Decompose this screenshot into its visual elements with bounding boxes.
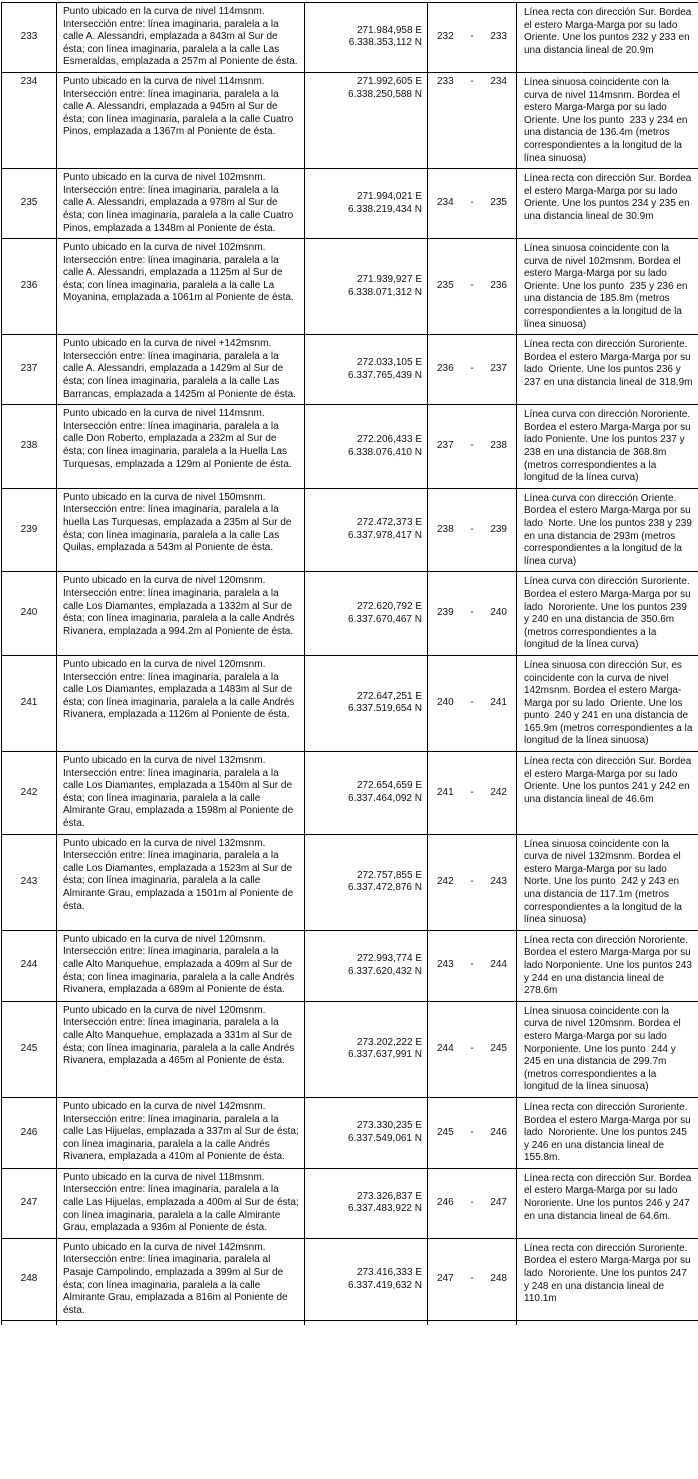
segment-line (437, 876, 507, 889)
point-coordinates (305, 931, 428, 1001)
point-description: Punto ubicado en la curva de nivel 102msnm. Intersección entre: línea imaginaria, paralela a la calle A. Alessandri, emplazada a 978m al Sur de ésta; con línea imaginaria, paralela a la calle Cuatro Pinos, emplazada a 1348m al Poniente de ésta. (57, 169, 305, 238)
point-coordinates (305, 239, 428, 334)
segment-from: 235 (437, 280, 454, 292)
segment-line (437, 440, 507, 453)
segment-to: 247 (490, 1197, 507, 1209)
line-description: Línea recta con dirección Sur. Bordea el estero Marga-Marga por su lado Nororiente. Une los puntos 246 y 247 en una distancia lineal de 64.6m. (524, 1172, 695, 1222)
point-number: 242 (2, 752, 57, 834)
point-coordinates (305, 3, 428, 72)
line-description: Línea curva con dirección Nororiente. Bordea el estero Marga-Marga por su lado Poniente. Une los puntos 237 y 238 en una distancia de 368.8m (metros correspondientes a la longitud de la línea curva) (524, 409, 694, 484)
point-description: Punto ubicado en la curva de nivel 150msnm. Intersección entre: línea imaginaria, paralela a la huella Las Turquesas, emplazada a 235m al Sur de ésta; con línea imaginaria, paralela a la calle Las Quilas, emplazada a 543m al Poniente de ésta. (57, 489, 305, 572)
point-description: Punto ubicado en la curva de nivel 142msnm. Intersección entre: línea imaginaria, paralela a la calle Las Hijuelas, emplazada a 337m al Sur de ésta; con línea imaginaria, paralela a la calle Andrés Rivanera, emplazada a 410m al Poniente de ésta. (57, 1098, 305, 1168)
table-row (2, 1098, 698, 1169)
segment-line (437, 1273, 507, 1286)
segment-from: 238 (437, 523, 454, 535)
line-description: Línea recta con dirección Suroriente. Bordea el estero Marga-Marga por su lado Nororiente. Une los puntos 247 y 248 en una distancia lineal de 110.1m (524, 1242, 694, 1305)
segment-cell (428, 405, 517, 488)
segment-cell (428, 656, 517, 751)
point-number: 237 (2, 335, 57, 404)
table-row (2, 572, 698, 656)
coordinate-north: 6.337.464,092 N (348, 792, 422, 804)
coordinate-north: 6.337.620,432 N (348, 965, 422, 977)
point-number: 233 (2, 3, 57, 72)
next-row-sliver (1, 1321, 698, 1325)
segment-cell (428, 931, 517, 1001)
point-coordinates (305, 1239, 428, 1321)
line-description: Línea recta con dirección Sur. Bordea el estero Marga-Marga por su lado Oriente. Une los puntos 234 y 235 en una distancia lineal de 30.9m (524, 173, 695, 222)
coordinate-north: 6.338.250,588 N (348, 88, 422, 100)
segment-to: 245 (490, 1043, 507, 1055)
point-coordinates (305, 752, 428, 834)
coordinate-east: 271.939,927 E (356, 274, 422, 286)
coordinate-north: 6.337.765,439 N (348, 369, 422, 381)
coordinate-east: 271.994,021 E (356, 191, 422, 203)
segment-from: 232 (437, 31, 454, 43)
point-coordinates (305, 656, 428, 751)
line-description: Línea sinuosa con dirección Sur, es coincidente con la curva de nivel 142msnm. Bordea el estero Marga-Marga por su lado Oriente. Une los punto 240 y 241 en una distancia de 165.9m (metros correspondientes a la longitud de la línea sinuosa) (524, 659, 696, 747)
segment-to: 240 (490, 607, 507, 619)
table-row (2, 169, 698, 239)
table-row (2, 3, 698, 73)
coordinate-east: 273.202,222 E (356, 1036, 422, 1048)
segment-to: 242 (490, 786, 507, 798)
point-description: Punto ubicado en la curva de nivel 132msnm. Intersección entre: línea imaginaria, paralela a la calle Los Diamantes, emplazada a 1540m al Sur de ésta; con línea imaginaria, paralela a la calle Almirante Grau, emplazada a 1598m al Poniente de ésta. (57, 752, 305, 834)
table-row (2, 335, 698, 405)
point-coordinates (305, 335, 428, 404)
point-coordinates (305, 489, 428, 572)
point-description: Punto ubicado en la curva de nivel 120msnm. Intersección entre: línea imaginaria, paralela a la calle Los Diamantes, emplazada a 1483m al Sur de ésta; con línea imaginaria, paralela a la calle Andrés Rivanera, emplazada a 1126m al Poniente de ésta. (57, 656, 305, 751)
segment-dash: - (470, 523, 474, 535)
sliver-cell (57, 1321, 305, 1325)
segment-dash: - (470, 959, 474, 971)
coordinate-north: 6.337.472,876 N (348, 882, 422, 894)
segment-line (437, 1127, 507, 1140)
coordinate-east: 272.757,855 E (356, 869, 422, 881)
segment-dash: - (470, 697, 474, 709)
coordinate-north: 6.337.419,632 N (348, 1279, 422, 1291)
point-description: Punto ubicado en la curva de nivel 120msnm. Intersección entre: línea imaginaria, paralela a la calle Alto Manquehue, emplazada a 331m al Sur de ésta; con línea imaginaria, paralela a la calle Andrés Rivanera, emplazada a 465m al Poniente de ésta. (57, 1002, 305, 1097)
segment-from: 240 (437, 697, 454, 709)
segment-line (437, 697, 507, 710)
coordinate-north: 6.338.219,434 N (348, 203, 422, 215)
line-description: Línea curva con dirección Suroriente. Bordea el estero Marga-Marga por su lado Nororiente. Une los puntos 239 y 240 en una distancia de 350.6m (metros correspondientes a la longitud de la línea curva) (524, 576, 694, 651)
segment-to: 241 (490, 697, 507, 709)
segment-from: 247 (437, 1273, 454, 1285)
point-description: Punto ubicado en la curva de nivel 120msnm. Intersección entre: línea imaginaria, paralela a la calle Alto Manquehue, emplazada a 409m al Sur de ésta; con línea imaginaria, paralela a la calle Andrés Rivanera, emplazada a 689m al Poniente de ésta. (57, 931, 305, 1001)
segment-line (437, 280, 507, 293)
segment-to: 236 (490, 280, 507, 292)
coordinate-east: 273.326,837 E (356, 1190, 422, 1202)
coordinate-east: 272.620,792 E (356, 601, 422, 613)
table-row (2, 752, 698, 835)
segment-cell (428, 239, 517, 334)
sliver-cell (2, 1321, 57, 1325)
point-description: Punto ubicado en la curva de nivel +142msnm. Intersección entre: línea imaginaria, paralela a la calle A. Alessandri, emplazada a 1429m al Sur de ésta; con línea imaginaria, paralela a la calle Las Barrancas, emplazada a 1425m al Poniente de ésta. (57, 335, 305, 404)
point-number: 241 (2, 656, 57, 751)
point-number: 244 (2, 931, 57, 1001)
segment-cell (428, 835, 517, 930)
coordinate-east: 271.984,958 E (356, 24, 422, 36)
coordinate-east: 272.647,251 E (356, 690, 422, 702)
line-description: Línea sinuosa coincidente con la curva de nivel 102msnm. Bordea el estero Marga-Marga por su lado Oriente. Une los punto 235 y 236 en una distancia de 185.8m (metros correspondientes a la longitud de la línea sinuosa) (524, 243, 691, 330)
coordinate-east: 273.416,333 E (356, 1267, 422, 1279)
coordinate-north: 6.338.071,312 N (348, 286, 422, 298)
coordinate-east: 273.330,235 E (356, 1120, 422, 1132)
segment-dash: - (470, 1197, 474, 1209)
coordinate-east: 272.654,659 E (356, 780, 422, 792)
coordinate-north: 6.337.549,061 N (348, 1132, 422, 1144)
line-description: Línea sinuosa coincidente con la curva de nivel 114msnm. Bordea el estero Marga-Marga por su lado Oriente. Une los punto 233 y 234 en una distancia de 136.4m (metros correspondientes a la longitud de la línea sinuosa) (524, 76, 691, 164)
segment-line (437, 76, 507, 89)
point-number: 240 (2, 572, 57, 655)
point-description: Punto ubicado en la curva de nivel 114msnm. Intersección entre: línea imaginaria, paralela a la calle Don Roberto, emplazada a 232m al Sur de ésta; con línea imaginaria, paralela a la Huella Las Turquesas, emplazada a 129m al Poniente de ésta. (57, 405, 305, 488)
sliver-cell (517, 1321, 698, 1325)
point-description: Punto ubicado en la curva de nivel 142msnm. Intersección entre: línea imaginaria, paralela al Pasaje Campolindo, emplazada a 399m al Sur de ésta; con línea imaginaria, paralela a la calle Almirante Grau, emplazada a 816m al Poniente de ésta. (57, 1239, 305, 1321)
coordinate-north: 6.337.978,417 N (348, 530, 422, 542)
point-coordinates (305, 572, 428, 655)
point-number: 245 (2, 1002, 57, 1097)
line-description: Línea curva con dirección Oriente. Bordea el estero Marga-Marga por su lado Norte. Une los puntos 238 y 239 en una distancia de 293m (metros correspondientes a la longitud de la línea curva) (524, 492, 695, 567)
line-description: Línea recta con dirección Suroriente. Bordea el estero Marga-Marga por su lado Nororiente. Une los puntos 245 y 246 en una distancia lineal de 155.8m. (524, 1101, 694, 1164)
segment-line (437, 197, 507, 210)
line-description: Línea sinuosa coincidente con la curva de nivel 132msnm. Bordea el estero Marga-Marga por su lado Norte. Une los punto 242 y 243 en una distancia de 117.1m (metros correspondientes a la longitud de la línea sinuosa) (524, 838, 685, 926)
segment-from: 236 (437, 363, 454, 375)
point-coordinates (305, 1002, 428, 1097)
segment-to: 233 (490, 31, 507, 43)
segment-line (437, 363, 507, 376)
segment-line (437, 1043, 507, 1056)
segment-cell (428, 169, 517, 238)
table-row (2, 1239, 698, 1322)
segment-dash: - (470, 197, 474, 209)
point-number: 247 (2, 1169, 57, 1238)
point-number: 243 (2, 835, 57, 930)
segment-cell (428, 1169, 517, 1238)
segment-line (437, 1197, 507, 1210)
point-description: Punto ubicado en la curva de nivel 118msnm. Intersección entre: línea imaginaria, paralela a la calle Las Hijuelas, emplazada a 400m al Sur de ésta; con línea imaginaria, paralela a la calle Almirante Grau, emplazada a 936m al Poniente de ésta. (57, 1169, 305, 1238)
segment-dash: - (470, 440, 474, 452)
sliver-cell (305, 1321, 428, 1325)
segment-from: 241 (437, 786, 454, 798)
segment-to: 243 (490, 875, 507, 887)
segment-dash: - (470, 75, 474, 87)
coordinate-north: 6.337.637,991 N (348, 1049, 422, 1061)
point-number: 236 (2, 239, 57, 334)
segment-to: 237 (490, 363, 507, 375)
table-row (2, 1169, 698, 1239)
line-description: Línea recta con dirección Nororiente. Bordea el estero Marga-Marga por su lado Norponiente. Une los puntos 243 y 244 en una distancia lineal de 278.6m (524, 934, 695, 997)
line-description: Línea recta con dirección Suroriente. Bordea el estero Marga-Marga por su lado Oriente. Une los puntos 236 y 237 en una distancia lineal de 318.9m (524, 339, 694, 389)
segment-to: 244 (490, 959, 507, 971)
point-description: Punto ubicado en la curva de nivel 120msnm. Intersección entre: línea imaginaria, paralela a la calle Los Diamantes, emplazada a 1332m al Sur de ésta; con línea imaginaria, paralela a la calle Andrés Rivanera, emplazada a 994.2m al Poniente de ésta. (57, 572, 305, 655)
segment-cell (428, 335, 517, 404)
point-coordinates (305, 169, 428, 238)
point-coordinates (305, 405, 428, 488)
line-description: Línea recta con dirección Sur. Bordea el estero Marga-Marga por su lado Oriente. Une los puntos 241 y 242 en una distancia lineal de 46.6m (524, 756, 695, 805)
points-table (1, 2, 698, 1321)
coordinate-east: 272.993,774 E (356, 953, 422, 965)
segment-to: 246 (490, 1126, 507, 1138)
coordinate-east: 272.033,105 E (356, 357, 422, 369)
segment-dash: - (470, 786, 474, 798)
segment-dash: - (470, 1043, 474, 1055)
segment-line (437, 607, 507, 620)
point-coordinates (305, 835, 428, 930)
point-description: Punto ubicado en la curva de nivel 114msnm. Intersección entre: línea imaginaria, paralela a la calle A. Alessandri, emplazada a 843m al Sur de ésta; con línea imaginaria, paralela a la calle Las Esmeraldas, emplazada a 257m al Poniente de ésta. (57, 3, 305, 72)
segment-dash: - (470, 607, 474, 619)
segment-to: 248 (490, 1273, 507, 1285)
segment-to: 234 (490, 75, 507, 87)
table-row (2, 239, 698, 335)
table-row (2, 489, 698, 573)
point-coordinates (305, 1169, 428, 1238)
segment-to: 239 (490, 523, 507, 535)
segment-from: 239 (437, 607, 454, 619)
segment-dash: - (470, 363, 474, 375)
point-number: 239 (2, 489, 57, 572)
table-row (2, 73, 698, 169)
segment-from: 246 (437, 1197, 454, 1209)
point-description: Punto ubicado en la curva de nivel 102msnm. Intersección entre: línea imaginaria, paralela a la calle A. Alessandri, emplazada a 1125m al Sur de ésta; con línea imaginaria, paralela a la calle La Moyanina, emplazada a 1061m al Poniente de ésta. (57, 239, 305, 334)
table-row (2, 931, 698, 1002)
sliver-cell (428, 1321, 517, 1325)
segment-from: 242 (437, 875, 454, 887)
segment-cell (428, 1098, 517, 1168)
segment-line (437, 787, 507, 800)
table-row (2, 835, 698, 931)
coordinate-north: 6.337.519,654 N (348, 703, 422, 715)
segment-from: 234 (437, 197, 454, 209)
coordinate-east: 272.206,433 E (356, 433, 422, 445)
line-description: Línea sinuosa coincidente con la curva de nivel 120msnm. Bordea el estero Marga-Marga por su lado Norponiente. Une los punto 244 y 245 en una distancia de 299.7m (metros correspondientes a la longitud de la línea sinuosa) (524, 1005, 684, 1093)
line-description: Línea recta con dirección Sur. Bordea el estero Marga-Marga por su lado Oriente. Une los puntos 232 y 233 en una distancia lineal de 20.9m (524, 7, 695, 56)
segment-from: 233 (437, 75, 454, 87)
point-description: Punto ubicado en la curva de nivel 132msnm. Intersección entre: línea imaginaria, paralela a la calle Los Diamantes, emplazada a 1523m al Sur de ésta; con línea imaginaria, paralela a la calle Almirante Grau, emplazada a 1501m al Poniente de ésta. (57, 835, 305, 930)
segment-cell (428, 752, 517, 834)
table-row (2, 405, 698, 489)
segment-from: 244 (437, 1043, 454, 1055)
segment-cell (428, 73, 517, 168)
segment-cell (428, 489, 517, 572)
segment-from: 237 (437, 440, 454, 452)
segment-dash: - (470, 875, 474, 887)
segment-cell (428, 572, 517, 655)
coordinate-east: 272.472,373 E (356, 517, 422, 529)
coordinate-north: 6.337.483,922 N (348, 1203, 422, 1215)
point-number: 238 (2, 405, 57, 488)
segment-line (437, 31, 507, 44)
segment-line (437, 524, 507, 537)
segment-cell (428, 3, 517, 72)
table-row (2, 656, 698, 752)
point-number: 246 (2, 1098, 57, 1168)
segment-dash: - (470, 31, 474, 43)
segment-to: 238 (490, 440, 507, 452)
segment-dash: - (470, 280, 474, 292)
coordinate-north: 6.337.670,467 N (348, 613, 422, 625)
segment-dash: - (470, 1126, 474, 1138)
coordinate-north: 6.338.076,410 N (348, 446, 422, 458)
segment-from: 243 (437, 959, 454, 971)
coordinate-north: 6.338.353,112 N (348, 37, 422, 49)
segment-from: 245 (437, 1126, 454, 1138)
point-coordinates (305, 73, 428, 168)
point-description: Punto ubicado en la curva de nivel 114msnm. Intersección entre: línea imaginaria, paralela a la calle A. Alessandri, emplazada a 945m al Sur de ésta; con línea imaginaria, paralela a la calle Cuatro Pinos, emplazada a 1367m al Poniente de ésta. (57, 73, 305, 168)
segment-line (437, 959, 507, 972)
segment-cell (428, 1239, 517, 1321)
segment-to: 235 (490, 197, 507, 209)
point-number: 234 (2, 73, 57, 168)
coordinate-east: 271.992,605 E (356, 75, 422, 87)
segment-dash: - (470, 1273, 474, 1285)
segment-cell (428, 1002, 517, 1097)
point-number: 235 (2, 169, 57, 238)
point-number: 248 (2, 1239, 57, 1321)
table-row (2, 1002, 698, 1098)
point-coordinates (305, 1098, 428, 1168)
